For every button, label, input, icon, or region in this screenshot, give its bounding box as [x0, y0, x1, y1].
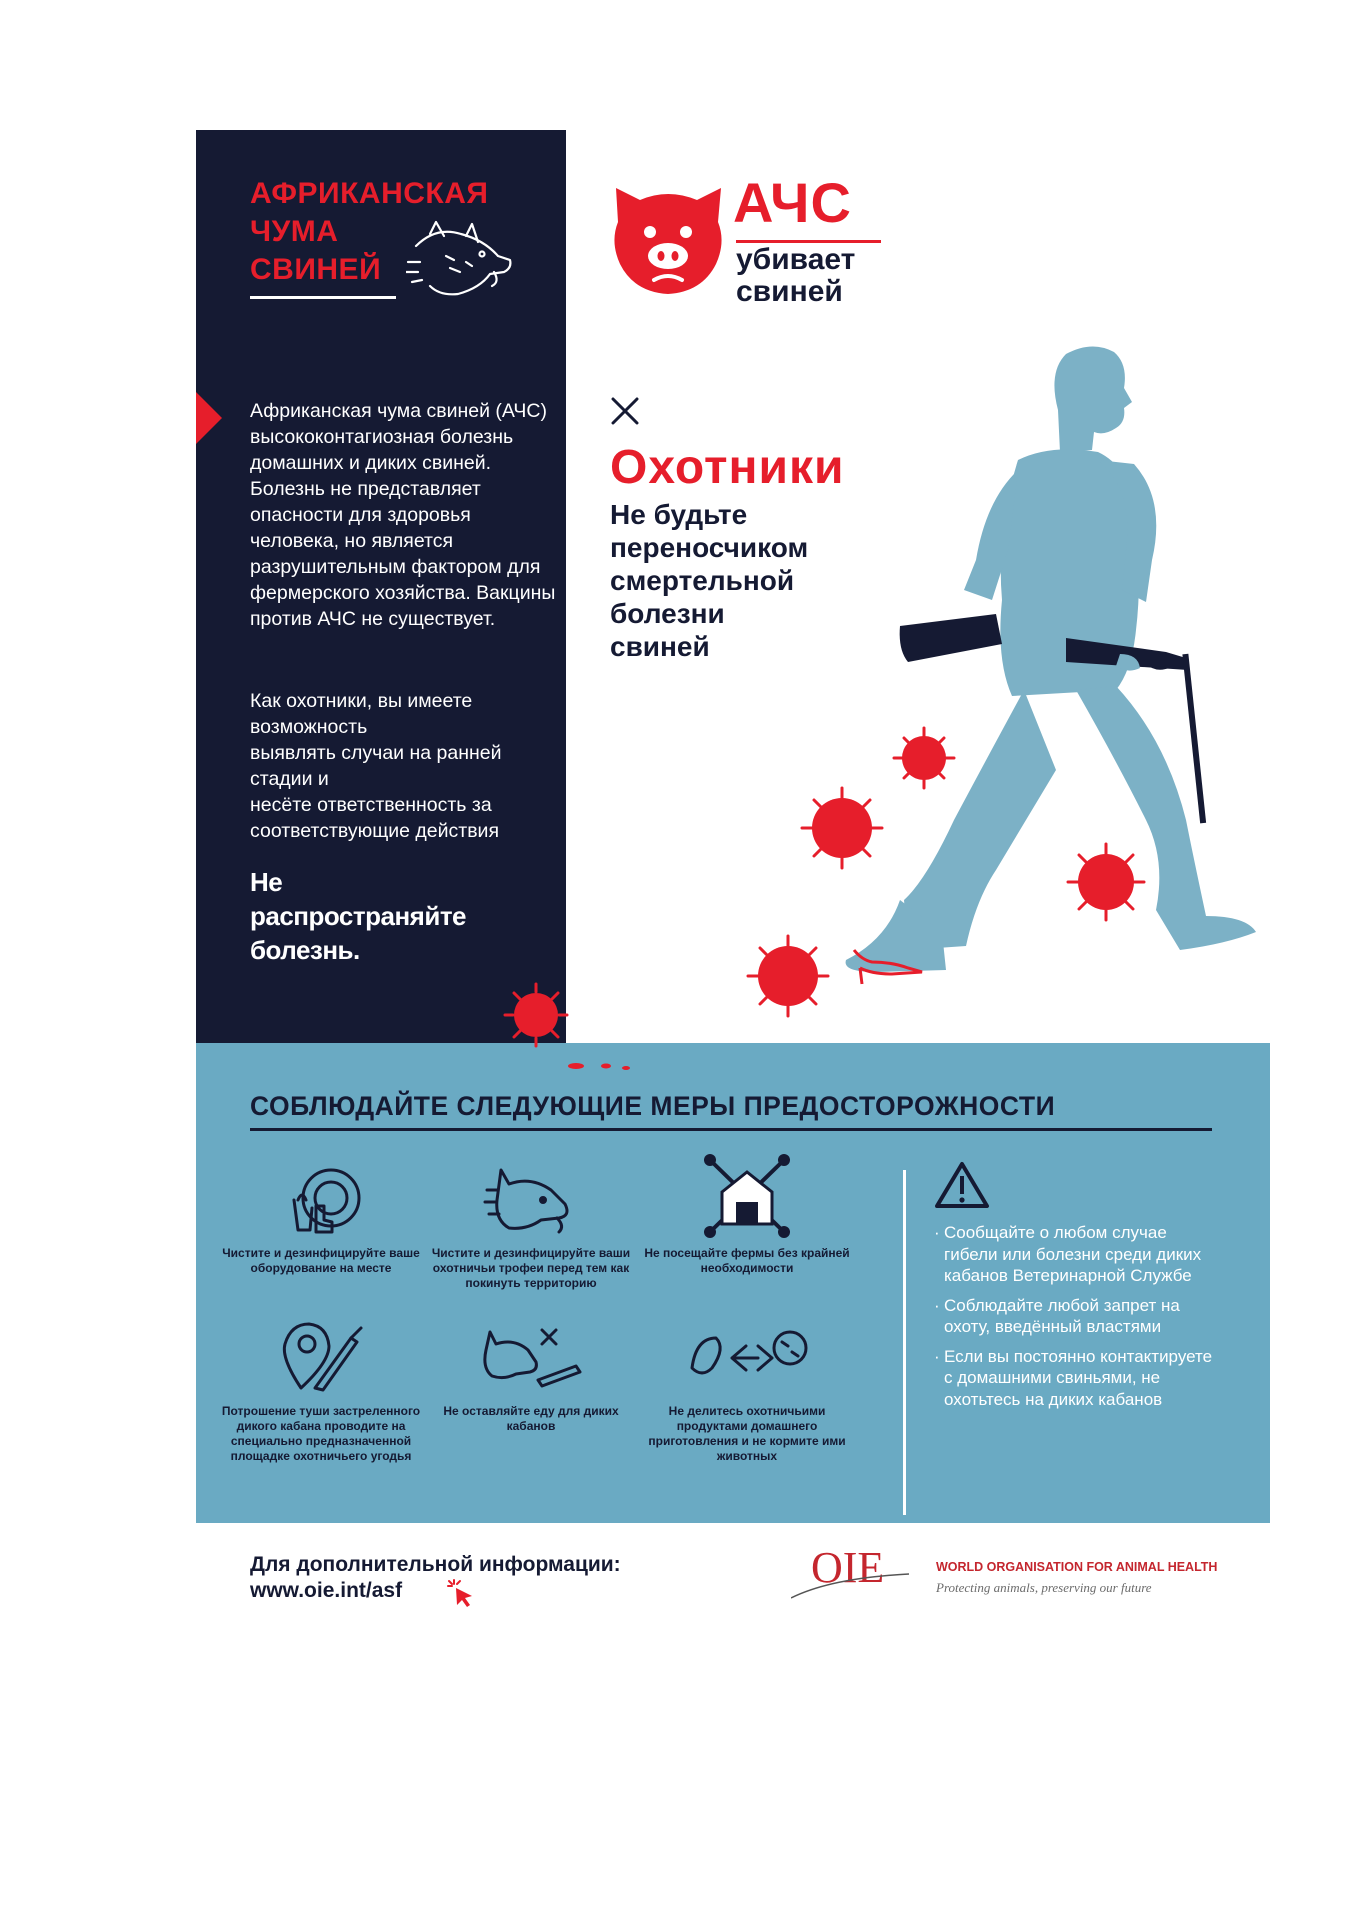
cursor-click-icon [446, 1578, 476, 1608]
paragraph-line: Как охотники, вы имеете возможность [250, 690, 473, 738]
rule-item: · Если вы постоянно контактируете с домашними свиньями, не охотьтесь на диких кабанов [934, 1346, 1224, 1411]
no-sharing-meat-icon [682, 1318, 812, 1398]
oie-logo [791, 1538, 911, 1604]
title-line: АФРИКАНСКАЯ [250, 177, 489, 210]
precautions-title: СОБЛЮДАЙТЕ СЛЕДУЮЩИЕ МЕРЫ ПРЕДОСТОРОЖНОСТИ [250, 1091, 1056, 1121]
title-underline [250, 296, 396, 299]
cta-line: Не [250, 867, 283, 897]
measure-trophy [426, 1160, 636, 1291]
cta-line: распространяйте [250, 901, 467, 931]
measure-caption: Потрошение туши застреленного дикого кабана проводите на специально предназначенной площадке охотничьего угодья [221, 1404, 421, 1463]
subtitle-line: смертельной [610, 565, 795, 596]
subtitle-line: свиней [610, 631, 710, 662]
band-divider [903, 1170, 906, 1515]
no-farm-visit-icon [702, 1152, 792, 1240]
measure-caption: Не посещайте фермы без крайней необходимости [644, 1246, 850, 1275]
measure-caption: Не оставляйте еду для диких кабанов [443, 1404, 619, 1433]
cta-line: болезнь. [250, 935, 360, 965]
measure-no-sharing [642, 1318, 852, 1464]
measure-farm [642, 1152, 852, 1276]
oie-logo-text: OIE [811, 1543, 885, 1592]
hunter-silhouette [646, 260, 1270, 1060]
rules-list [934, 1222, 1224, 1418]
title-line: ЧУМА [250, 215, 339, 248]
title-line: СВИНЕЙ [250, 253, 382, 286]
asf-abbreviation: АЧС [733, 171, 852, 234]
equipment-disinfect-icon [276, 1160, 366, 1240]
slogan-line: убивает [736, 243, 856, 276]
info-panel [196, 130, 566, 1043]
blood-drops [566, 1058, 636, 1078]
more-info-label: Для дополнительной информации: [250, 1553, 621, 1576]
location-knife-icon [271, 1318, 371, 1398]
measure-no-food [426, 1318, 636, 1434]
rule-item: · Соблюдайте любой запрет на охоту, введённый властями [934, 1295, 1224, 1338]
info-link[interactable]: www.oie.int/asf [250, 1579, 403, 1602]
boar-sketch-icon [406, 216, 516, 306]
measure-caption: Чистите и дезинфицируйте ваше оборудование на месте [222, 1246, 420, 1275]
paragraph-line: несёте ответственность за соответствующие действия [250, 794, 500, 842]
warning-icon [934, 1160, 990, 1210]
intro-paragraph: Африканская чума свиней (АЧС) высококонтагиозная болезнь домашних и диких свиней. Болезнь не представляет опасности для здоровья человека, но является разрушительным фактором для фермерского хозяйства. Вакцины против АЧС не существует. [250, 400, 556, 630]
hunters-title: Охотники [610, 441, 845, 494]
poster [196, 130, 1270, 1602]
virus-icon [501, 980, 571, 1050]
cross-icon [610, 396, 640, 426]
subtitle-line: переносчиком [610, 532, 809, 563]
slogan-line: свиней [736, 275, 843, 308]
call-to-action [250, 865, 560, 967]
rule-item: · Сообщайте о любом случае гибели или болезни среди диких кабанов Ветеринарной Службе [934, 1222, 1224, 1287]
precautions-rule [250, 1128, 1212, 1131]
subtitle-line: болезни [610, 598, 725, 629]
more-info [250, 1552, 621, 1604]
measure-caption: Чистите и дезинфицируйте ваши охотничьи трофеи перед тем как покинуть территорию [431, 1246, 631, 1290]
org-name: WORLD ORGANISATION FOR ANIMAL HEALTH [936, 1560, 1218, 1574]
measure-caption: Не делитесь охотничьими продуктами домашнего приготовления и не кормите ими животных [648, 1404, 846, 1463]
subtitle-line: Не будьте [610, 499, 748, 530]
measure-equipment [216, 1160, 426, 1276]
measure-gutting [216, 1318, 426, 1464]
no-feeding-boar-icon [476, 1318, 586, 1398]
red-marker [196, 392, 222, 444]
org-tagline: Protecting animals, preserving our future [936, 1580, 1152, 1595]
paragraph-line: выявлять случаи на ранней стадии и [250, 742, 502, 790]
hunters-paragraph [250, 688, 560, 844]
boar-trophy-icon [481, 1160, 581, 1240]
